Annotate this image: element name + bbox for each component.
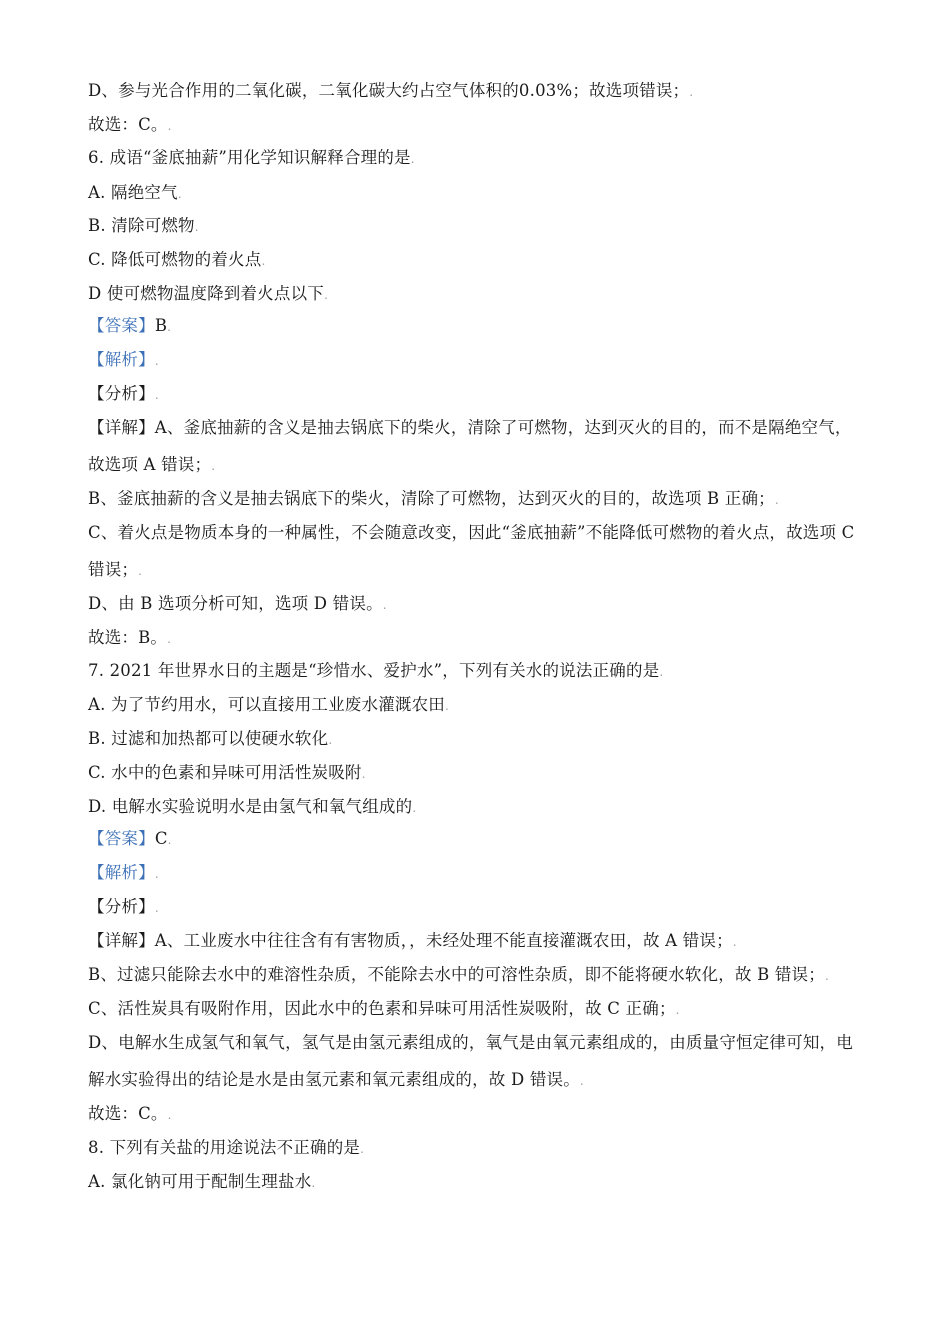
option-a: A. 为了节约用水，可以直接用工业废水灌溉农田. (88, 695, 450, 714)
question-6-stem: 6. 成语“釜底抽薪”用化学知识解释合理的是. (88, 148, 415, 167)
detail-line: C、着火点是物质本身的一种属性，不会随意改变，因此“釜底抽薪”不能降低可燃物的着火点，故选项 C (88, 523, 855, 542)
text-line: 故选：C。. (88, 115, 172, 134)
conclusion-line: 故选：C。. (88, 1104, 172, 1123)
option-a: A. 氯化钠可用于配制生理盐水. (88, 1172, 316, 1191)
detail-line: 错误；. (88, 560, 143, 579)
question-7-stem: 7. 2021 年世界水日的主题是“珍惜水、爱护水”，下列有关水的说法正确的是. (88, 661, 664, 680)
analysis-heading: 【解析】. (88, 350, 159, 369)
question-8-stem: 8. 下列有关盐的用途说法不正确的是. (88, 1138, 365, 1157)
detail-line: 【详解】A、釜底抽薪的含义是抽去锅底下的柴火，清除了可燃物，达到灭火的目的，而不是隔绝空气， (88, 418, 852, 437)
option-d: D. 电解水实验说明水是由氢气和氧气组成的. (88, 797, 417, 816)
text-line: D、参与光合作用的二氧化碳，二氧化碳大约占空气体积的0.03%；故选项错误；. (88, 81, 694, 100)
analysis-subheading: 【分析】. (88, 897, 159, 916)
detail-line: 【详解】A、工业废水中往往含有有害物质，，未经处理不能直接灌溉农田，故 A 错误；. (88, 931, 737, 950)
option-d: D 使可燃物温度降到着火点以下. (88, 284, 328, 303)
analysis-subheading: 【分析】. (88, 384, 159, 403)
detail-line: B、釜底抽薪的含义是抽去锅底下的柴火，清除了可燃物，达到灭火的目的，故选项 B 正确；. (88, 489, 779, 508)
option-c: C. 降低可燃物的着火点. (88, 250, 266, 269)
detail-line: D、电解水生成氢气和氧气，氢气是由氢元素组成的，氧气是由氧元素组成的，由质量守恒定律可知，电 (88, 1033, 853, 1052)
detail-line: B、过滤只能除去水中的难溶性杂质，不能除去水中的可溶性杂质，即不能将硬水软化，故 B 错误；. (88, 965, 829, 984)
analysis-heading: 【解析】. (88, 863, 159, 882)
detail-line: 解水实验得出的结论是水是由氢元素和氧元素组成的，故 D 错误。. (88, 1070, 584, 1089)
answer-line: 【答案】C. (88, 829, 172, 848)
option-b: B. 清除可燃物. (88, 216, 199, 235)
detail-line: 故选项 A 错误；. (88, 455, 216, 474)
detail-line: D、由 B 选项分析可知，选项 D 错误。. (88, 594, 387, 613)
option-c: C. 水中的色素和异味可用活性炭吸附. (88, 763, 366, 782)
option-a: A. 隔绝空气. (88, 183, 182, 202)
answer-line: 【答案】B. (88, 316, 172, 335)
detail-line: C、活性炭具有吸附作用，因此水中的色素和异味可用活性炭吸附，故 C 正确；. (88, 999, 680, 1018)
option-b: B. 过滤和加热都可以使硬水软化. (88, 729, 333, 748)
conclusion-line: 故选：B。. (88, 628, 172, 647)
